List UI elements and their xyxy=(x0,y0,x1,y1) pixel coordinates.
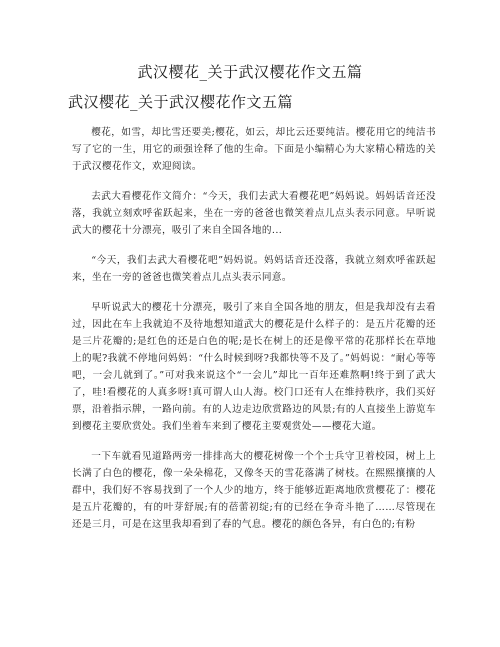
paragraph-summary: 去武大看樱花作文简介：“今天，我们去武大看樱花吧”妈妈说。妈妈话音还没落，我就立刻欢呼雀跃起来，坐在一旁的爸爸也微笑着点儿点头表示同意。早听说武大的樱花十分漂亮，吸引了来自全国各地的... xyxy=(72,191,436,236)
paragraph-blossoms: 一下车就看见道路两旁一排排高大的樱花树像一个个士兵守卫着校园，树上上长满了白色的樱花，像一朵朵棉花，又像冬天的雪花落满了树枝。在熙熙攘攘的人群中，我们好不容易找到了一个人少的地方，终于能够近距离地欣赏樱花了：樱花是五片花瓣的，有的叶芽舒展;有的蓓蕾初绽;有的已经在争奇斗艳了……尽管现在还是三月，可是在这里我却看到了春的气息。樱花的颜色各异，有白色的;有粉 xyxy=(72,451,436,530)
paragraph-quote: “今天，我们去武大看樱花吧”妈妈说。妈妈话音还没落，我就立刻欢呼雀跃起来，坐在一旁的爸爸也微笑着点儿点头表示同意。 xyxy=(72,255,436,283)
paragraph-journey: 早听说武大的樱花十分漂亮，吸引了来自全国各地的朋友，但是我却没有去看过，因此在车上我就迫不及待地想知道武大的樱花是什么样子的：是五片花瓣的还是三片花瓣的;是红色的还是白色的呢;是长在树上的还是像平常的花那样长在草地上的呢?我就不停地问妈妈：“什么时候到呀?我都快等不及了。”妈妈说：“耐心等等吧，一会儿就到了。”可对我来说这个“一会儿”却比一百年还难熬啊!终于到了武大了，哇!看樱花的人真多呀!真可谓人山人海。校门口还有人在维持秩序，我们买好票，沿着指示牌，一路向前。有的人边走边欣赏路边的风景;有的人直接坐上游览车到樱花主要欣赏处。我们坐着车来到了樱花主要观赏处——樱花大道。 xyxy=(72,302,436,432)
page-title: 武汉樱花_关于武汉樱花作文五篇 xyxy=(137,63,363,81)
paragraph-intro: 樱花，如雪，却比雪还要美;樱花，如云，却比云还要纯洁。樱花用它的纯洁书写了它的一生，用它的顽强诠释了他的生命。下面是小编精心为大家精心精选的关于武汉樱花作文，欢迎阅读。 xyxy=(72,127,436,172)
article-heading: 武汉樱花_关于武汉樱花作文五篇 xyxy=(68,93,294,111)
article-body xyxy=(72,124,436,546)
